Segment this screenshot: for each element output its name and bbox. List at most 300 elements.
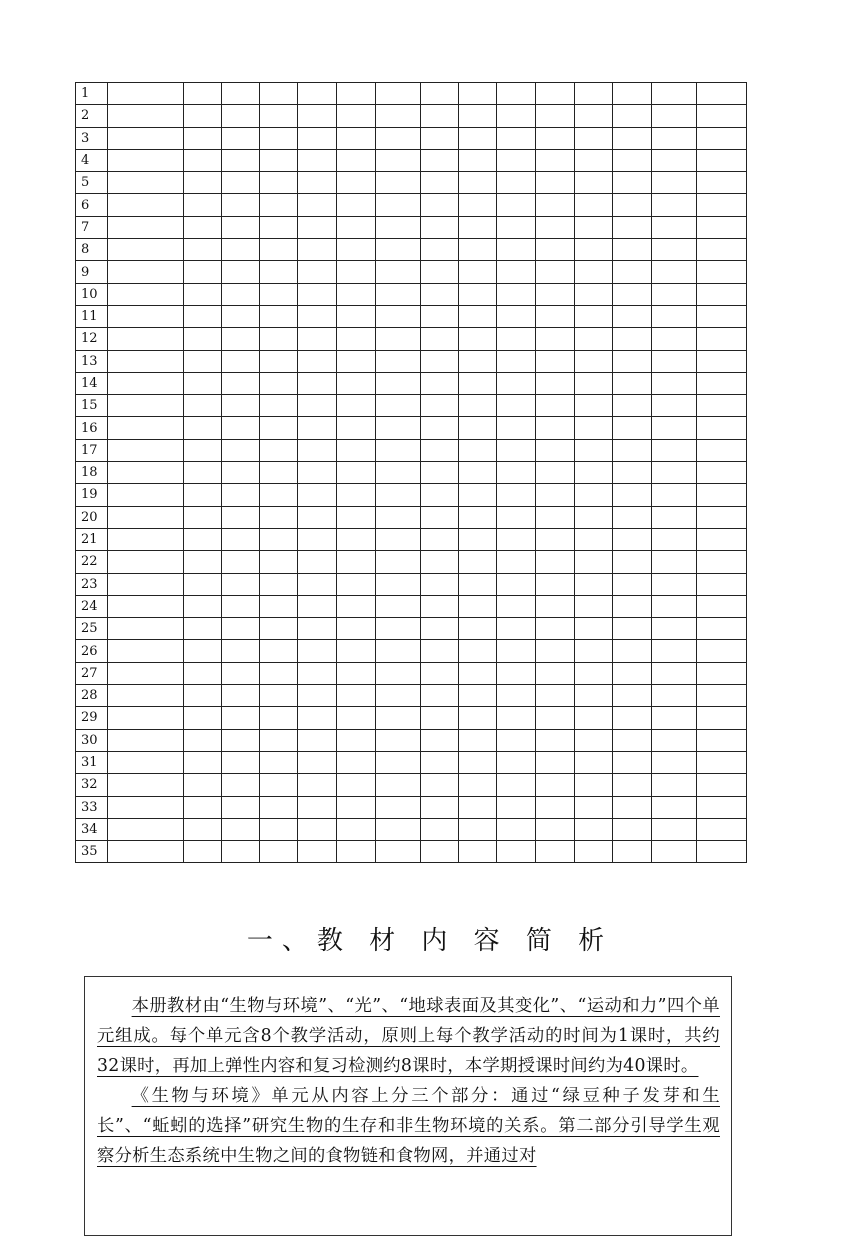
table-cell bbox=[613, 796, 652, 818]
table-cell bbox=[697, 395, 747, 417]
table-cell bbox=[697, 216, 747, 238]
row-number: 14 bbox=[76, 372, 108, 394]
table-cell bbox=[337, 372, 376, 394]
row-number: 4 bbox=[76, 149, 108, 171]
table-cell bbox=[497, 573, 536, 595]
table-cell bbox=[613, 305, 652, 327]
table-cell bbox=[222, 194, 260, 216]
table-cell bbox=[697, 551, 747, 573]
table-cell bbox=[108, 506, 184, 528]
table-cell bbox=[337, 172, 376, 194]
table-cell bbox=[260, 372, 298, 394]
table-cell bbox=[421, 216, 459, 238]
table-cell bbox=[697, 506, 747, 528]
table-cell bbox=[536, 83, 575, 105]
table-cell bbox=[108, 751, 184, 773]
table-cell bbox=[459, 551, 497, 573]
row-number: 9 bbox=[76, 261, 108, 283]
table-cell bbox=[652, 328, 697, 350]
table-cell bbox=[575, 595, 613, 617]
table-cell bbox=[184, 484, 222, 506]
row-number: 31 bbox=[76, 751, 108, 773]
table-cell bbox=[497, 261, 536, 283]
table-cell bbox=[184, 595, 222, 617]
table-cell bbox=[260, 261, 298, 283]
table-cell bbox=[421, 127, 459, 149]
table-cell bbox=[298, 751, 337, 773]
table-cell bbox=[652, 194, 697, 216]
table-cell bbox=[260, 595, 298, 617]
table-cell bbox=[337, 283, 376, 305]
table-cell bbox=[652, 751, 697, 773]
table-cell bbox=[459, 506, 497, 528]
table-cell bbox=[536, 774, 575, 796]
table-cell bbox=[108, 618, 184, 640]
table-cell bbox=[260, 528, 298, 550]
table-cell bbox=[421, 818, 459, 840]
table-cell bbox=[260, 796, 298, 818]
table-cell bbox=[222, 417, 260, 439]
table-cell bbox=[108, 662, 184, 684]
table-cell bbox=[108, 729, 184, 751]
paragraph-biology-unit-text: 《生物与环境》单元从内容上分三个部分：通过“绿豆种子发芽和生长”、“蚯蚓的选择”研究生物的生存和非生物环境的关系。第二部分引导学生观察分析生态系统中生物之间的食物链和食物网，并通过对 bbox=[97, 1086, 720, 1166]
table-cell bbox=[536, 127, 575, 149]
table-cell bbox=[222, 774, 260, 796]
table-cell bbox=[108, 216, 184, 238]
table-cell bbox=[697, 595, 747, 617]
table-cell bbox=[497, 796, 536, 818]
table-cell bbox=[697, 751, 747, 773]
table-cell bbox=[575, 506, 613, 528]
table-cell bbox=[536, 551, 575, 573]
table-cell bbox=[613, 194, 652, 216]
table-cell bbox=[697, 774, 747, 796]
table-cell bbox=[536, 484, 575, 506]
table-cell bbox=[497, 239, 536, 261]
row-number: 22 bbox=[76, 551, 108, 573]
table-row bbox=[76, 305, 747, 327]
table-cell bbox=[575, 729, 613, 751]
table-cell bbox=[298, 417, 337, 439]
table-row bbox=[76, 350, 747, 372]
table-cell bbox=[260, 305, 298, 327]
table-cell bbox=[222, 751, 260, 773]
table-cell bbox=[575, 149, 613, 171]
table-cell bbox=[697, 305, 747, 327]
table-cell bbox=[184, 105, 222, 127]
row-number: 11 bbox=[76, 305, 108, 327]
table-cell bbox=[613, 83, 652, 105]
table-cell bbox=[337, 194, 376, 216]
table-cell bbox=[652, 841, 697, 863]
table-cell bbox=[613, 707, 652, 729]
table-cell bbox=[536, 194, 575, 216]
table-cell bbox=[260, 172, 298, 194]
table-cell bbox=[613, 751, 652, 773]
table-cell bbox=[575, 618, 613, 640]
table-cell bbox=[376, 439, 421, 461]
table-cell bbox=[575, 484, 613, 506]
table-cell bbox=[613, 283, 652, 305]
table-cell bbox=[184, 127, 222, 149]
table-cell bbox=[536, 105, 575, 127]
table-cell bbox=[459, 685, 497, 707]
table-cell bbox=[108, 551, 184, 573]
table-cell bbox=[108, 796, 184, 818]
row-number: 19 bbox=[76, 484, 108, 506]
table-cell bbox=[652, 305, 697, 327]
table-cell bbox=[108, 818, 184, 840]
table-cell bbox=[376, 194, 421, 216]
table-cell bbox=[613, 328, 652, 350]
table-cell bbox=[497, 105, 536, 127]
row-number: 3 bbox=[76, 127, 108, 149]
table-cell bbox=[536, 395, 575, 417]
table-cell bbox=[497, 372, 536, 394]
table-cell bbox=[184, 573, 222, 595]
table-cell bbox=[652, 462, 697, 484]
table-cell bbox=[222, 662, 260, 684]
row-number: 25 bbox=[76, 618, 108, 640]
table-cell bbox=[652, 261, 697, 283]
table-cell bbox=[421, 395, 459, 417]
table-cell bbox=[108, 261, 184, 283]
table-cell bbox=[337, 462, 376, 484]
table-cell bbox=[536, 707, 575, 729]
table-cell bbox=[421, 618, 459, 640]
table-cell bbox=[337, 350, 376, 372]
table-cell bbox=[613, 506, 652, 528]
table-cell bbox=[421, 462, 459, 484]
table-cell bbox=[459, 640, 497, 662]
table-cell bbox=[697, 729, 747, 751]
row-number: 35 bbox=[76, 841, 108, 863]
table-cell bbox=[459, 350, 497, 372]
table-cell bbox=[497, 640, 536, 662]
table-cell bbox=[184, 283, 222, 305]
table-cell bbox=[376, 149, 421, 171]
table-cell bbox=[298, 462, 337, 484]
table-cell bbox=[497, 506, 536, 528]
table-cell bbox=[536, 328, 575, 350]
table-cell bbox=[337, 305, 376, 327]
table-cell bbox=[222, 685, 260, 707]
table-cell bbox=[184, 305, 222, 327]
table-cell bbox=[298, 618, 337, 640]
row-number: 1 bbox=[76, 83, 108, 105]
table-cell bbox=[536, 216, 575, 238]
table-cell bbox=[298, 127, 337, 149]
table-cell bbox=[421, 595, 459, 617]
table-cell bbox=[184, 83, 222, 105]
table-cell bbox=[613, 127, 652, 149]
schedule-table bbox=[75, 82, 747, 863]
table-cell bbox=[337, 841, 376, 863]
table-cell bbox=[337, 149, 376, 171]
table-cell bbox=[652, 127, 697, 149]
table-cell bbox=[697, 239, 747, 261]
table-cell bbox=[222, 239, 260, 261]
table-cell bbox=[536, 595, 575, 617]
table-cell bbox=[536, 528, 575, 550]
table-cell bbox=[575, 841, 613, 863]
table-cell bbox=[652, 395, 697, 417]
table-cell bbox=[421, 796, 459, 818]
table-row bbox=[76, 618, 747, 640]
table-cell bbox=[421, 372, 459, 394]
table-cell bbox=[376, 774, 421, 796]
row-number: 5 bbox=[76, 172, 108, 194]
table-cell bbox=[459, 261, 497, 283]
table-cell bbox=[298, 105, 337, 127]
table-row bbox=[76, 506, 747, 528]
table-cell bbox=[108, 149, 184, 171]
table-row bbox=[76, 774, 747, 796]
table-cell bbox=[697, 484, 747, 506]
table-cell bbox=[421, 685, 459, 707]
table-cell bbox=[459, 328, 497, 350]
table-cell bbox=[421, 417, 459, 439]
table-cell bbox=[613, 729, 652, 751]
table-cell bbox=[337, 573, 376, 595]
table-cell bbox=[421, 528, 459, 550]
table-cell bbox=[697, 528, 747, 550]
table-cell bbox=[652, 662, 697, 684]
table-cell bbox=[575, 105, 613, 127]
table-cell bbox=[222, 439, 260, 461]
table-cell bbox=[337, 528, 376, 550]
table-cell bbox=[376, 328, 421, 350]
table-cell bbox=[652, 528, 697, 550]
table-cell bbox=[376, 551, 421, 573]
table-cell bbox=[298, 662, 337, 684]
table-cell bbox=[652, 149, 697, 171]
table-cell bbox=[298, 707, 337, 729]
table-cell bbox=[459, 305, 497, 327]
table-cell bbox=[108, 395, 184, 417]
table-cell bbox=[497, 841, 536, 863]
table-cell bbox=[298, 372, 337, 394]
table-cell bbox=[222, 462, 260, 484]
table-row bbox=[76, 796, 747, 818]
table-cell bbox=[184, 149, 222, 171]
row-number: 6 bbox=[76, 194, 108, 216]
table-cell bbox=[184, 662, 222, 684]
table-cell bbox=[497, 283, 536, 305]
table-cell bbox=[652, 818, 697, 840]
table-cell bbox=[260, 573, 298, 595]
table-cell bbox=[536, 462, 575, 484]
table-cell bbox=[222, 216, 260, 238]
table-cell bbox=[376, 239, 421, 261]
table-cell bbox=[298, 283, 337, 305]
table-cell bbox=[575, 640, 613, 662]
table-cell bbox=[376, 729, 421, 751]
table-cell bbox=[575, 818, 613, 840]
table-cell bbox=[421, 83, 459, 105]
table-cell bbox=[575, 462, 613, 484]
table-cell bbox=[497, 618, 536, 640]
table-cell bbox=[260, 328, 298, 350]
table-cell bbox=[298, 573, 337, 595]
table-cell bbox=[536, 305, 575, 327]
table-cell bbox=[184, 395, 222, 417]
table-cell bbox=[222, 127, 260, 149]
table-cell bbox=[108, 484, 184, 506]
table-cell bbox=[260, 662, 298, 684]
table-cell bbox=[613, 484, 652, 506]
row-number: 10 bbox=[76, 283, 108, 305]
table-cell bbox=[575, 796, 613, 818]
table-cell bbox=[260, 283, 298, 305]
table-cell bbox=[697, 618, 747, 640]
table-cell bbox=[421, 261, 459, 283]
table-cell bbox=[298, 350, 337, 372]
table-cell bbox=[108, 640, 184, 662]
table-cell bbox=[184, 818, 222, 840]
table-cell bbox=[459, 149, 497, 171]
row-number: 30 bbox=[76, 729, 108, 751]
row-number: 17 bbox=[76, 439, 108, 461]
table-cell bbox=[260, 194, 298, 216]
table-cell bbox=[298, 83, 337, 105]
table-cell bbox=[575, 528, 613, 550]
table-cell bbox=[697, 685, 747, 707]
table-cell bbox=[421, 573, 459, 595]
table-cell bbox=[613, 528, 652, 550]
table-cell bbox=[652, 640, 697, 662]
table-cell bbox=[575, 774, 613, 796]
table-cell bbox=[337, 239, 376, 261]
table-cell bbox=[613, 662, 652, 684]
table-cell bbox=[337, 618, 376, 640]
table-cell bbox=[108, 172, 184, 194]
table-cell bbox=[697, 172, 747, 194]
table-cell bbox=[459, 618, 497, 640]
table-cell bbox=[575, 239, 613, 261]
table-cell bbox=[652, 484, 697, 506]
table-row bbox=[76, 395, 747, 417]
table-cell bbox=[536, 841, 575, 863]
section-title: 一、教 材 内 容 简 析 bbox=[246, 926, 614, 956]
table-cell bbox=[376, 662, 421, 684]
table-cell bbox=[575, 417, 613, 439]
table-cell bbox=[337, 261, 376, 283]
table-cell bbox=[337, 774, 376, 796]
table-cell bbox=[652, 796, 697, 818]
row-number: 27 bbox=[76, 662, 108, 684]
table-cell bbox=[497, 172, 536, 194]
table-cell bbox=[613, 818, 652, 840]
table-cell bbox=[222, 350, 260, 372]
table-cell bbox=[108, 194, 184, 216]
table-cell bbox=[575, 707, 613, 729]
table-row bbox=[76, 528, 747, 550]
table-cell bbox=[697, 328, 747, 350]
table-cell bbox=[536, 640, 575, 662]
row-number: 29 bbox=[76, 707, 108, 729]
table-cell bbox=[497, 149, 536, 171]
table-cell bbox=[337, 551, 376, 573]
table-cell bbox=[337, 216, 376, 238]
table-cell bbox=[697, 149, 747, 171]
table-cell bbox=[376, 506, 421, 528]
table-cell bbox=[222, 551, 260, 573]
row-number: 23 bbox=[76, 573, 108, 595]
table-cell bbox=[108, 417, 184, 439]
table-cell bbox=[298, 172, 337, 194]
table-cell bbox=[298, 328, 337, 350]
table-row bbox=[76, 127, 747, 149]
table-cell bbox=[222, 841, 260, 863]
table-cell bbox=[260, 216, 298, 238]
table-cell bbox=[652, 417, 697, 439]
table-cell bbox=[575, 685, 613, 707]
table-cell bbox=[260, 618, 298, 640]
table-cell bbox=[184, 462, 222, 484]
table-cell bbox=[697, 105, 747, 127]
table-cell bbox=[497, 83, 536, 105]
row-number: 21 bbox=[76, 528, 108, 550]
table-row bbox=[76, 83, 747, 105]
table-cell bbox=[260, 685, 298, 707]
table-cell bbox=[421, 305, 459, 327]
table-cell bbox=[613, 618, 652, 640]
table-cell bbox=[337, 595, 376, 617]
table-cell bbox=[337, 818, 376, 840]
table-row bbox=[76, 662, 747, 684]
table-cell bbox=[497, 194, 536, 216]
table-cell bbox=[497, 707, 536, 729]
table-cell bbox=[497, 595, 536, 617]
table-cell bbox=[575, 551, 613, 573]
table-cell bbox=[497, 328, 536, 350]
table-row bbox=[76, 729, 747, 751]
table-cell bbox=[260, 105, 298, 127]
row-number: 15 bbox=[76, 395, 108, 417]
row-number: 13 bbox=[76, 350, 108, 372]
table-cell bbox=[575, 439, 613, 461]
table-cell bbox=[298, 395, 337, 417]
table-cell bbox=[652, 83, 697, 105]
table-cell bbox=[697, 83, 747, 105]
table-cell bbox=[497, 685, 536, 707]
row-number: 8 bbox=[76, 239, 108, 261]
table-cell bbox=[652, 573, 697, 595]
table-row bbox=[76, 283, 747, 305]
table-cell bbox=[536, 818, 575, 840]
table-cell bbox=[697, 707, 747, 729]
table-cell bbox=[222, 573, 260, 595]
table-row bbox=[76, 216, 747, 238]
table-cell bbox=[575, 283, 613, 305]
table-cell bbox=[575, 372, 613, 394]
table-cell bbox=[697, 350, 747, 372]
table-cell bbox=[298, 729, 337, 751]
table-cell bbox=[613, 685, 652, 707]
table-cell bbox=[222, 149, 260, 171]
row-number: 18 bbox=[76, 462, 108, 484]
paragraph-intro-text: 本册教材由“生物与环境”、“光”、“地球表面及其变化”、“运动和力”四个单元组成。每个单元含8个教学活动，原则上每个教学活动的时间为1课时，共约32课时，再加上弹性内容和复习检测约8课时，本学期授课时间约为40课时。 bbox=[97, 996, 720, 1076]
table-cell bbox=[536, 796, 575, 818]
table-cell bbox=[222, 283, 260, 305]
row-number: 16 bbox=[76, 417, 108, 439]
table-cell bbox=[575, 573, 613, 595]
table-cell bbox=[337, 395, 376, 417]
table-cell bbox=[575, 216, 613, 238]
table-cell bbox=[376, 462, 421, 484]
table-cell bbox=[536, 239, 575, 261]
